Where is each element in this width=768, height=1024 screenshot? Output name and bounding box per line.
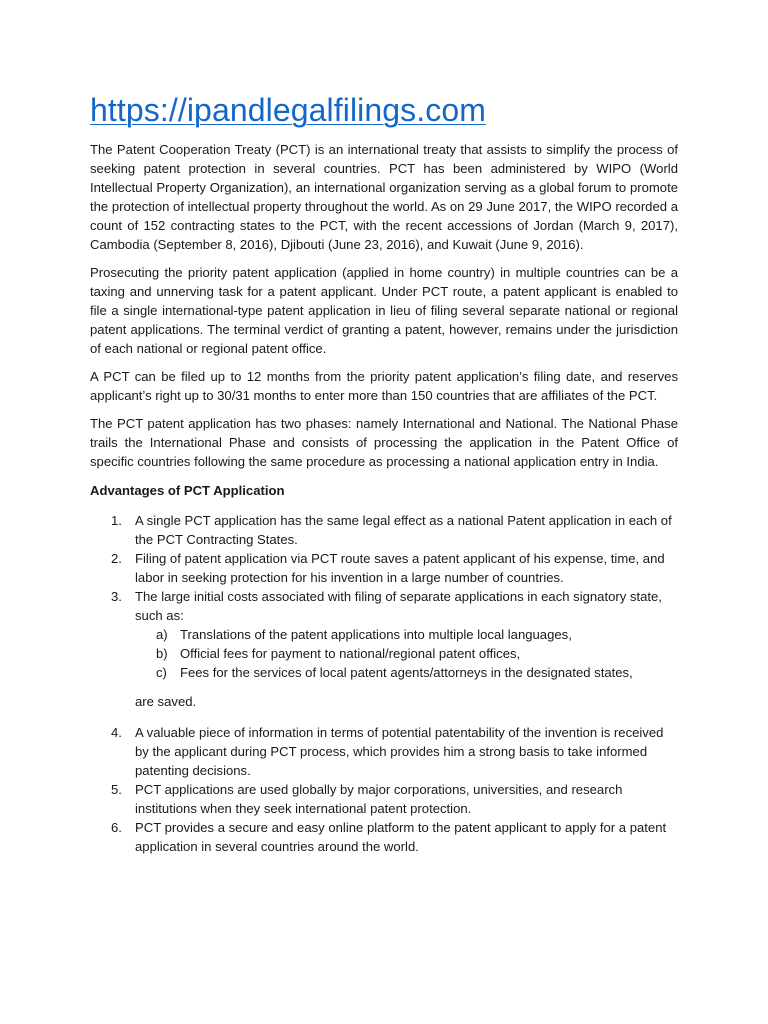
list-item — [90, 549, 678, 587]
saved-note: are saved. — [135, 694, 197, 709]
list-item — [90, 818, 678, 856]
list-item-number: 1. — [111, 513, 122, 528]
cost-sub-list — [135, 625, 678, 682]
list-item — [90, 587, 678, 711]
list-item-number: 6. — [111, 820, 122, 835]
sub-list-letter: b) — [156, 646, 168, 661]
prosecution-paragraph: Prosecuting the priority patent application (applied in home country) in multiple countries can be a taxing and unnerving task for a patent applicant. Under PCT route, a patent applicant is enabled to file a single international-type patent application in lieu of filing several separate national or regional patent applications. The terminal verdict of granting a patent, however, remains under the jurisdiction of each national or regional patent office. — [90, 265, 678, 356]
advantages-heading: Advantages of PCT Application — [90, 483, 285, 498]
sub-list-item — [135, 625, 678, 644]
advantages-list — [90, 511, 678, 856]
list-item — [90, 780, 678, 818]
sub-list-text: Fees for the services of local patent agents/attorneys in the designated states, — [180, 665, 633, 680]
list-item-text: A single PCT application has the same legal effect as a national Patent application in each of the PCT Contracting States. — [135, 513, 672, 547]
list-item-text: PCT provides a secure and easy online platform to the patent applicant to apply for a patent application in several countries around the world. — [135, 820, 667, 854]
sub-list-text: Official fees for payment to national/regional patent offices, — [180, 646, 521, 661]
list-item-text: A valuable piece of information in terms of potential patentability of the invention is received by the applicant during PCT process, which provides him a strong basis to take informed patenting decisions. — [135, 725, 664, 778]
list-item — [90, 511, 678, 549]
sub-list-item — [135, 663, 678, 682]
list-item-text: Filing of patent application via PCT route saves a patent applicant of his expense, time, and labor in seeking protection for his invention in a large number of countries. — [135, 551, 665, 585]
list-item-number: 5. — [111, 782, 122, 797]
list-item-number: 2. — [111, 551, 122, 566]
intro-paragraph: The Patent Cooperation Treaty (PCT) is an international treaty that assists to simplify the process of seeking patent protection in several countries. PCT has been administered by WIPO (World Intellectual Property Organization), an international organization serving as a global forum to promote the protection of intellectual property throughout the world. As on 29 June 2017, the WIPO recorded a count of 152 contracting states to the PCT, with the recent accessions of Jordan (March 9, 2017), Cambodia (September 8, 2016), Djibouti (June 23, 2016), and Kuwait (June 9, 2016). — [90, 142, 678, 252]
list-item-number: 4. — [111, 725, 122, 740]
list-item-text: The large initial costs associated with filing of separate applications in each signatory state, such as: — [135, 589, 662, 623]
sub-list-text: Translations of the patent applications into multiple local languages, — [180, 627, 572, 642]
phases-paragraph: The PCT patent application has two phases: namely International and National. The National Phase trails the International Phase and consists of processing the application in the Patent Office of specific countries following the same procedure as processing a national application entry in India. — [90, 416, 678, 469]
sub-list-item — [135, 644, 678, 663]
sub-list-letter: a) — [156, 627, 168, 642]
list-item — [90, 723, 678, 780]
filing-window-paragraph: A PCT can be filed up to 12 months from the priority patent application’s filing date, and reserves applicant’s right up to 30/31 months to enter more than 150 countries that are affiliates of the PCT. — [90, 369, 678, 403]
sub-list-letter: c) — [156, 665, 167, 680]
list-item-text: PCT applications are used globally by major corporations, universities, and research institutions when they seek international patent protection. — [135, 782, 623, 816]
list-item-number: 3. — [111, 589, 122, 604]
website-link[interactable]: https://ipandlegalfilings.com — [90, 92, 487, 128]
